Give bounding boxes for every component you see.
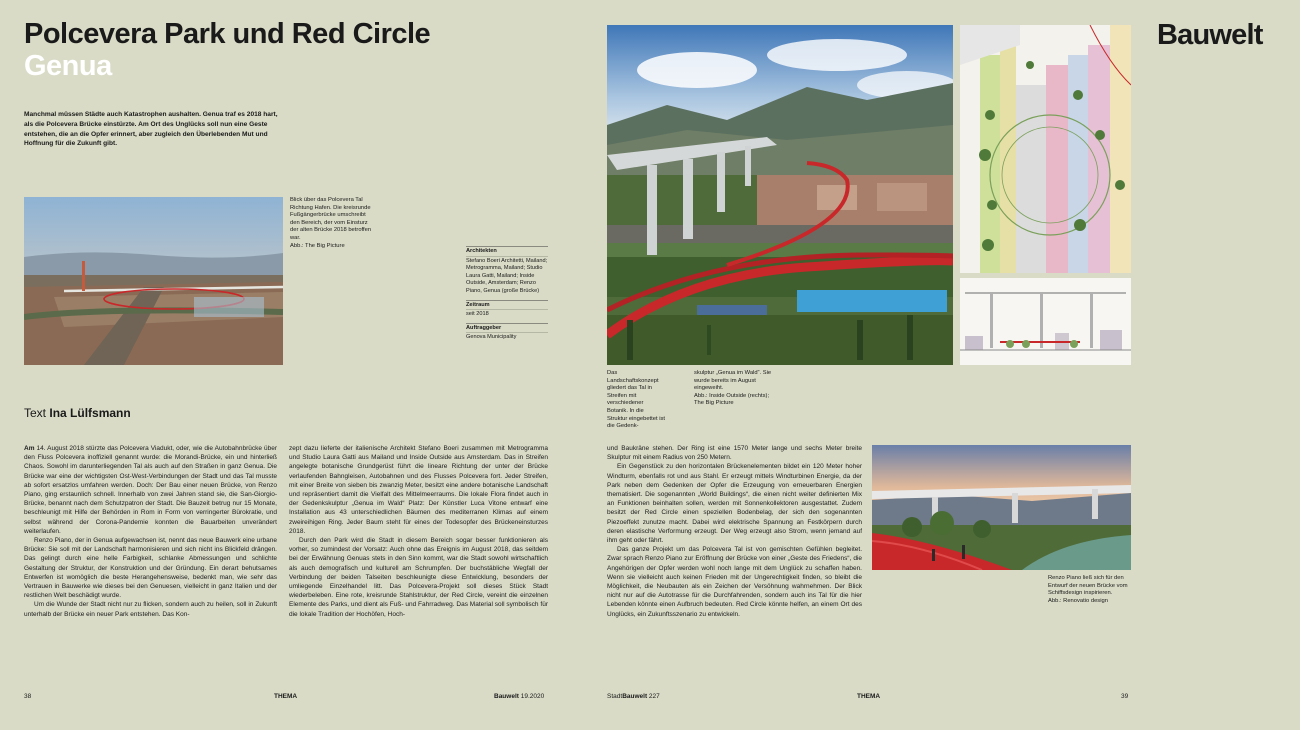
issue-label-right: [607, 693, 660, 701]
rendering-caption-right: [694, 370, 774, 408]
body-column-1: [24, 444, 277, 672]
body-paragraph: Ein Gegenstück zu den horizontalen Brückenelementen bildet ein 120 Meter hoher Windturm, ebenfalls rot und aus Stahl. Er erzeugt mittels Windturbinen Energie, da der Park neben dem Gedenken der Opfer die Erzeugung von erneuerbaren Energien thematisiert. Die sogenannten „World Buildings“, die einen nicht weiter definierten Mix an Funktionen beinhalten sollen, werden mit Sonnenkollektoren ausgestattet. Zudem besitzt der Red Circle einen speziellen Bodenbelag, der sich den sogenannten Piezoeffekt zunutze macht. Dabei wird elektrische Spannung an Festkörpern durch deren elastische Verformung erzeugt. Der Weg erzeugt also Strom, wenn jemand auf ihm geht oder fährt.: [607, 463, 862, 545]
body-column-2: [289, 444, 548, 672]
issue-number-left: 19.2020: [520, 693, 545, 700]
park-rendering: [607, 25, 953, 365]
rendering-caption-right-text: skulptur „Genua im Wald“. Sie wurde bereits im August eingeweiht.: [694, 370, 772, 392]
issue-prefix-right: Stadt: [607, 693, 623, 700]
client-value: Genova Municipality: [466, 332, 548, 342]
architects-label: Architekten: [466, 246, 548, 256]
body-paragraph: und Baukräne stehen. Der Ring ist eine 1570 Meter lange und sechs Meter breite Skulptur mit einem Radius von 250 Metern.: [607, 445, 862, 462]
period-label: Zeitraum: [466, 300, 548, 310]
body-paragraph: zept dazu lieferte der italienische Architekt Stefano Boeri zusammen mit Metrogramma und Studio Laura Gatti aus Mailand und Inside Outside aus Amsterdam. Das in Streifen angelegte botanische Grundgerüst führt die lineare Richtung der unter der Brücke verlaufenden Bahngleisen, Autobahnen und des Flusses Polcevera fort. Jeder Streifen, mit einer Breite von sieben bis zwanzig Meter, besitzt eine andere botanische Landschaft und repräsentiert damit die Vielfalt des Mittelmeerraums. Die lokale Flora findet auch in der Gedenkskulptur „Genua im Wald“ Platz: Der Künstler Luca Vitone entwarf eine Installation aus 43 unterschiedlichen Bäumen des mediterranen Klimas auf einem zweireihigen Ring. Jeder Baum steht für eines der Todesopfer des Brückeneinsturzes 2018.: [289, 445, 548, 535]
bridge-caption: [1048, 575, 1132, 605]
body-paragraph: Um die Wunde der Stadt nicht nur zu flicken, sondern auch zu heilen, soll in Zukunft unterhalb der Brücke ein neuer Park entstehen. Das Kon-: [24, 601, 277, 618]
lead-paragraph: Manchmal müssen Städte auch Katastrophen aushalten. Genua traf es 2018 hart, als die Polcevera Brücke einstürzte. Am Ort des Unglücks soll nun eine Geste entstehen, die an die Opfer erinnert, aber zugleich den Überlebenden Mut und Hoffnung für die Zukunft gibt.: [24, 111, 278, 148]
body-paragraph: Das ganze Projekt um das Polcevera Tal ist von gemischten Gefühlen begleitet. Zwar sprach Renzo Piano zur Eröffnung der Brücke von einer „Geste des Friedens“, die Angehörigen der Opfer werden wohl noch lange mit dem Unglück zu schaffen haben. Wenn sie vielleicht auch keinen Frieden mit der Ungerechtigkeit finden, so bleibt die Möglichkeit, die Neubauten als ein Zeichen der Versöhnung wahrnehmen. Der Blick nicht nur auf die Autotrasse für die Durchfahrenden, sondern auch ins Tal für die hier Lebenden könnte einen Aufbruch bedeuten. Red Circle könnte helfen, an einem Ort des Unglücks, ein Zukunftsszenario zu entwickeln.: [607, 546, 862, 618]
body-paragraph: Durch den Park wird die Stadt in diesem Bereich sogar besser funktionieren als vorher, so zumindest der Vorsatz: Auch ohne das Ereignis im August 2018, das seitdem bei der Erwähnung Genuas stets in den Sinn kommt, war die Stadt sowohl wirtschaftlich als auch demografisch und kulturell am Schrumpfen. Der buchstäbliche Wegfall der Verbindung der beiden Talseiten beschleunigte diese Entwicklung, besonders der umliegende Einzelhandel litt. Das Polcevera-Projekt soll dieses Stück Stadt wiederbeleben. Eine rote, kreisrunde Stahlstruktur, der Red Circle, vereint die einzelnen Elemente des Parks, und dient als Fuß- und Fahrradweg. Das Material soll symbolisch für die lokale Tradition der Hochöfen, Hoch-: [289, 537, 548, 618]
section-label-right: THEMA: [857, 693, 881, 700]
section-label-left: THEMA: [274, 693, 298, 700]
client-label: Auftraggeber: [466, 323, 548, 333]
bridge-caption-credit: Abb.: Renovatio design: [1048, 597, 1108, 604]
issue-number-right: 227: [648, 693, 660, 700]
body-drop-word: Am: [24, 445, 35, 452]
byline-author: Ina Lülfsmann: [49, 406, 131, 420]
body-paragraph: Renzo Piano, der in Genua aufgewachsen ist, nennt das neue Bauwerk eine urbane Brücke: Sie soll mit der Landschaft harmonisieren und sich nicht ins Blickfeld drängen. Das gelingt durch eine helle Farbigkeit, schlanke Abmessungen und schlichte Gestaltung der Struktur, der Konstruktion und der Gründung. Ein derart behutsames Entwerfen ist womöglich die beste Herangehensweise, bedenkt man, wie sehr das Vertrauen in Bauwerke wie dieses bei den Genuesen, vielleicht in ganz Italien und der restlichen Welt beschädigt wurde.: [24, 537, 277, 600]
byline: [24, 406, 131, 421]
body-paragraph: [24, 444, 277, 536]
bridge-photo: [872, 445, 1131, 570]
magazine-logo: Bauwelt: [1157, 19, 1263, 51]
page-number-right: 39: [1121, 693, 1129, 700]
byline-prefix: Text: [24, 406, 47, 420]
page-number-left: 38: [24, 693, 32, 700]
issue-brand-left: Bauwelt: [494, 693, 519, 700]
rendering-caption-left: Das Landschaftskonzept gliedert das Tal in Streifen mit verschiedener Botanik. In die Struktur eingebettet ist die Gedenk-: [607, 370, 666, 430]
project-info-box: [466, 246, 548, 346]
architects-value: Stefano Boeri Architetti, Mailand; Metrogramma, Mailand; Studio Laura Gatti, Mailand; Inside Outside, Amsterdam; Renzo Piano, Genua (große Brücke): [466, 257, 548, 294]
section-drawing: [960, 278, 1131, 365]
body-column-3: [607, 444, 862, 672]
aerial-caption-credit: Abb.: The Big Picture: [290, 242, 345, 249]
bridge-caption-text: Renzo Piano ließ sich für den Entwurf der neuen Brücke vom Schiffsdesign inspirieren.: [1048, 575, 1128, 597]
body-paragraph-text: 14. August 2018 stürzte das Polcevera Viadukt, oder, wie die Autobahnbrücke über den Fluss Polcevera inoffiziell genannt wurde: die Morandi-Brücke, ein und hinterließ Chaos. Sowohl im darunterliegenden Tal als auch auf den Straßen in ganz Genua. Die Brücke war eine der wichtigsten Ost-West-Verbindungen der Stadt und das Tal musste ab sofort ersatzlos umfahren werden. Doch: Der Bau einer neuen Brücke, von Renzo Piano, ging erstaunlich schnell. Innerhalb von zwei Jahren stand sie, die San-Giorgio-Brücke, benannt nach dem Schutzpatron der Stadt. Die Bauzeit betrug nur 15 Monate, beschleunigt mit Hilfe der Behörden in Rom in Form von verringerter Bürokratie, und selbst während der Corona-Pandemie konnten die Bauarbeiten unverändert weiterlaufen.: [24, 445, 277, 535]
page-title: Polcevera Park und Red Circle: [24, 18, 431, 50]
period-value: seit 2018: [466, 309, 548, 319]
site-plan: [960, 25, 1131, 273]
aerial-caption-text: Blick über das Polcevera Tal Richtung Hafen. Die kreisrunde Fußgängerbrücke umschreibt den Bereich, der vom Einsturz der alten Brücke 2018 betroffen war.: [290, 197, 372, 241]
aerial-caption: [290, 197, 374, 250]
aerial-photo: [24, 197, 283, 365]
issue-brand-right: Bauwelt: [622, 693, 648, 700]
rendering-caption-credit: Abb.: Inside Outside (rechts); The Big Picture: [694, 392, 770, 407]
issue-label-left: [494, 693, 544, 701]
page-subtitle: Genua: [24, 50, 112, 82]
